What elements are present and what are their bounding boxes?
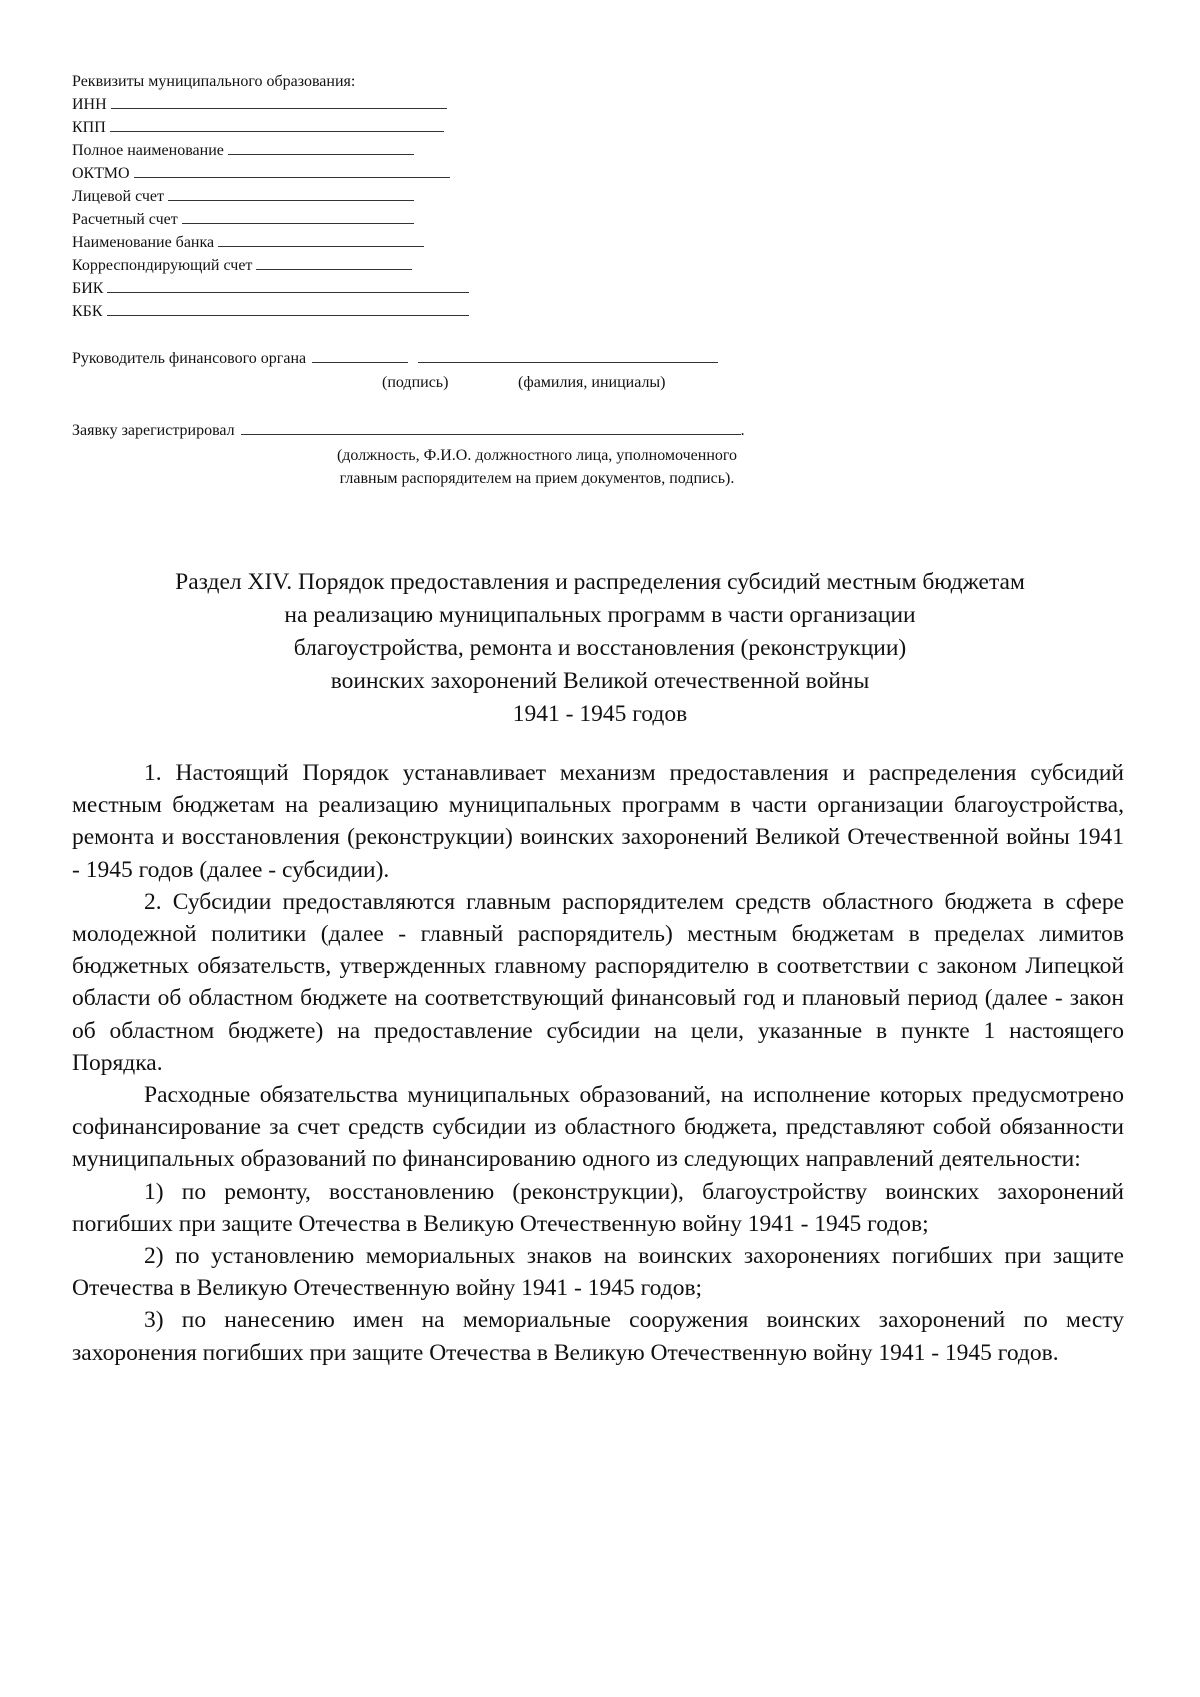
name-blank-line: [418, 348, 718, 363]
heading-line: Раздел XIV. Порядок предоставления и распределения субсидий местным бюджетам: [175, 569, 1025, 595]
bik-label: БИК: [72, 280, 104, 297]
registration-blank-line: [241, 420, 741, 435]
correspondent-account-blank-line: [256, 255, 412, 270]
paragraph: 1. Настоящий Порядок устанавливает механизм предоставления и распределения субсидий местным бюджетам на реализацию муниципальных программ в части организации благоустройства, ремонта и восстановления (реконструкции) воинских захоронений Великой Отечественной войны 1941 - 1945 годов (далее - субсидии).: [72, 760, 1124, 883]
signature-label: Руководитель финансового органа: [72, 350, 307, 367]
bank-name-blank-line: [218, 232, 424, 247]
registration-note: [282, 444, 792, 490]
settlement-account-field: [72, 208, 469, 231]
bank-name-field: [72, 231, 469, 254]
section-heading: [60, 566, 1140, 731]
kbk-label: КБК: [72, 303, 103, 320]
correspondent-account-field: [72, 254, 469, 277]
settlement-account-label: Расчетный счет: [72, 211, 178, 228]
paragraph: 1) по ремонту, восстановлению (реконструкции), благоустройству воинских захоронений погибших при защите Отечества в Великую Отечественную войну 1941 - 1945 годов;: [72, 1178, 1124, 1237]
personal-account-label: Лицевой счет: [72, 188, 165, 205]
document-body: [72, 757, 1124, 1369]
registration-block: [72, 420, 745, 487]
settlement-account-blank-line: [182, 209, 414, 224]
oktmo-field: [72, 162, 469, 185]
kbk-field: [72, 300, 469, 323]
signature-block: [72, 348, 718, 394]
paragraph: 3) по нанесению имен на мемориальные сооружения воинских захоронений по месту захоронения погибших при защите Отечества в Великую Отечественную войну 1941 - 1945 годов.: [72, 1307, 1124, 1366]
kbk-blank-line: [107, 301, 469, 316]
registration-end-mark: .: [740, 422, 745, 439]
inn-field: [72, 93, 469, 116]
heading-line: 1941 - 1945 годов: [512, 701, 688, 727]
registration-note-line: (должность, Ф.И.О. должностного лица, уполномоченного: [336, 447, 738, 464]
inn-blank-line: [111, 94, 447, 109]
bank-name-label: Наименование банка: [72, 234, 215, 251]
paragraph: Расходные обязательства муниципальных образований, на исполнение которых предусмотрено софинансирование за счет средств субсидии из областного бюджета, представляют собой обязанности муниципальных образований по финансированию одного из следующих направлений деятельности:: [72, 1082, 1124, 1173]
bik-blank-line: [107, 278, 469, 293]
full-name-field: [72, 139, 469, 162]
kpp-blank-line: [110, 117, 444, 132]
requisites-title: Реквизиты муниципального образования:: [72, 73, 356, 90]
requisites-block: [72, 70, 469, 323]
registration-label: Заявку зарегистрировал: [72, 422, 235, 439]
full-name-blank-line: [228, 140, 414, 155]
personal-account-field: [72, 185, 469, 208]
bik-field: [72, 277, 469, 300]
heading-line: на реализацию муниципальных программ в части организации: [284, 602, 916, 628]
paragraph: 2) по установлению мемориальных знаков на воинских захоронениях погибших при защите Отечества в Великую Отечественную войну 1941 - 1945 годов;: [72, 1243, 1124, 1302]
kpp-label: КПП: [72, 119, 106, 136]
personal-account-blank-line: [168, 186, 414, 201]
registration-note-line: главным распорядителем на прием документов, подпись).: [339, 470, 735, 487]
oktmo-blank-line: [134, 163, 450, 178]
inn-label: ИНН: [72, 96, 107, 113]
oktmo-label: ОКТМО: [72, 165, 130, 182]
full-name-label: Полное наименование: [72, 142, 224, 159]
heading-line: благоустройства, ремонта и восстановления (реконструкции): [293, 635, 907, 661]
heading-line: воинских захоронений Великой отечественной войны: [330, 668, 870, 694]
signature-caption: (подпись): [382, 374, 449, 391]
signature-blank-line: [312, 348, 408, 363]
name-caption: (фамилия, инициалы): [518, 374, 666, 391]
paragraph: 2. Субсидии предоставляются главным распорядителем средств областного бюджета в сфере молодежной политики (далее - главный распорядитель) местным бюджетам в пределах лимитов бюджетных обязательств, утвержденных главному распорядителю в соответствии с законом Липецкой области об областном бюджете на соответствующий финансовый год и плановый период (далее - закон об областном бюджете) на предоставление субсидии на цели, указанные в пункте 1 настоящего Порядка.: [72, 888, 1124, 1076]
kpp-field: [72, 116, 469, 139]
correspondent-account-label: Корреспондирующий счет: [72, 257, 253, 274]
